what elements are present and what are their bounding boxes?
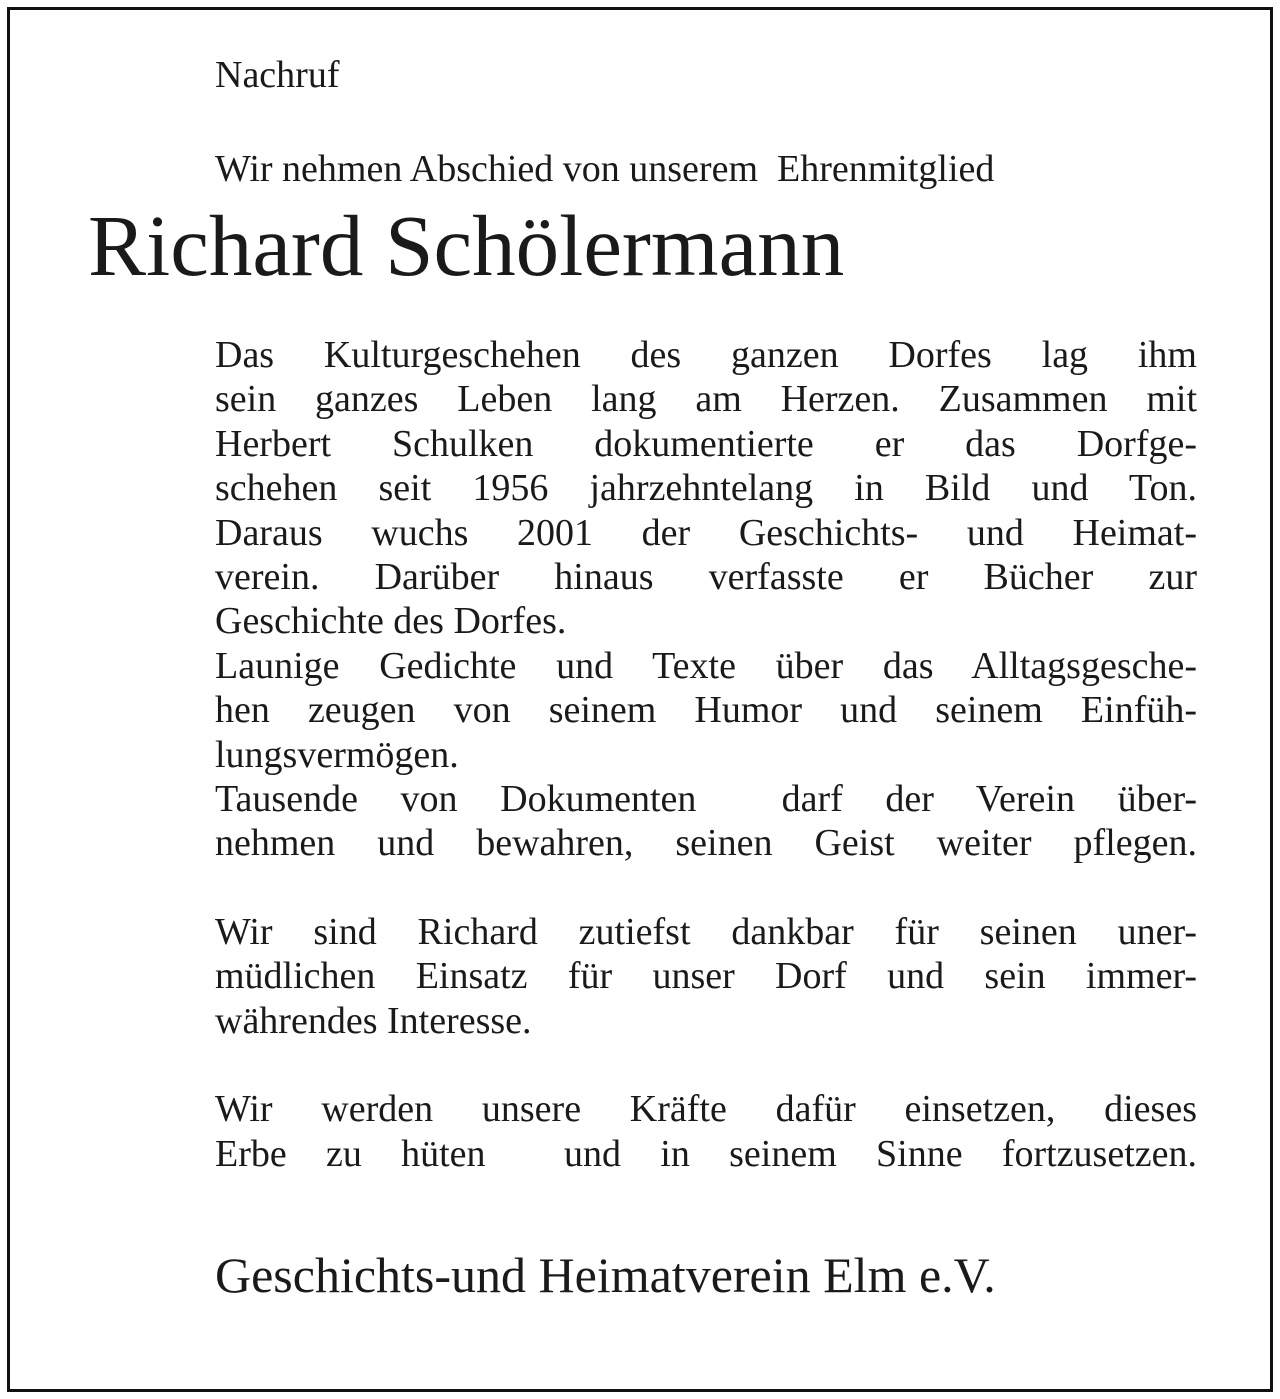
text-line: Das Kulturgeschehen des ganzen Dorfes lag ihm bbox=[215, 334, 1197, 376]
text-line: nehmen und bewahren, seinen Geist weiter pflegen. bbox=[215, 822, 1197, 865]
text-line: verein. Darüber hinaus verfasste er Bücher zur bbox=[215, 556, 1197, 599]
text-line: Wir sind Richard zutiefst dankbar für seinen uner- bbox=[215, 910, 1197, 953]
paragraph-poems bbox=[215, 644, 1197, 777]
text-line: sein ganzes Leben lang am Herzen. Zusammen mit bbox=[215, 378, 1197, 421]
paragraph-thanks bbox=[215, 910, 1197, 1043]
text-line: Erbe zu hüten und in seinem Sinne fortzusetzen. bbox=[215, 1132, 1197, 1175]
text-line: lungsvermögen. bbox=[215, 733, 459, 776]
signature-organization: Geschichts-und Heimatverein Elm e.V. bbox=[215, 1247, 996, 1303]
paragraph-spacer bbox=[215, 1043, 1197, 1087]
paragraph-legacy bbox=[215, 1087, 1197, 1176]
notice-kicker: Nachruf bbox=[215, 54, 340, 96]
deceased-name: Richard Schölermann bbox=[88, 197, 845, 294]
notice-intro: Wir nehmen Abschied von unserem Ehrenmitglied bbox=[215, 148, 995, 190]
text-line: Geschichte des Dorfes. bbox=[215, 600, 567, 643]
text-line: währendes Interesse. bbox=[215, 999, 532, 1042]
text-line: müdlichen Einsatz für unser Dorf und sein immer- bbox=[215, 955, 1197, 998]
paragraph-spacer bbox=[215, 866, 1197, 910]
text-line: Tausende von Dokumenten darf der Verein über- bbox=[215, 778, 1197, 821]
text-line: Launige Gedichte und Texte über das Alltagsgesche- bbox=[215, 644, 1197, 687]
notice-body bbox=[215, 333, 1197, 1176]
paragraph-career bbox=[215, 333, 1197, 644]
text-line: Daraus wuchs 2001 der Geschichts- und Heimat- bbox=[215, 511, 1197, 554]
text-line: Herbert Schulken dokumentierte er das Dorfge- bbox=[215, 422, 1197, 465]
notice-frame bbox=[7, 7, 1273, 1392]
text-line: Wir werden unsere Kräfte dafür einsetzen, dieses bbox=[215, 1088, 1197, 1131]
text-line: hen zeugen von seinem Humor und seinem Einfüh- bbox=[215, 689, 1197, 732]
text-line: schehen seit 1956 jahrzehntelang in Bild und Ton. bbox=[215, 467, 1197, 510]
paragraph-documents bbox=[215, 777, 1197, 866]
